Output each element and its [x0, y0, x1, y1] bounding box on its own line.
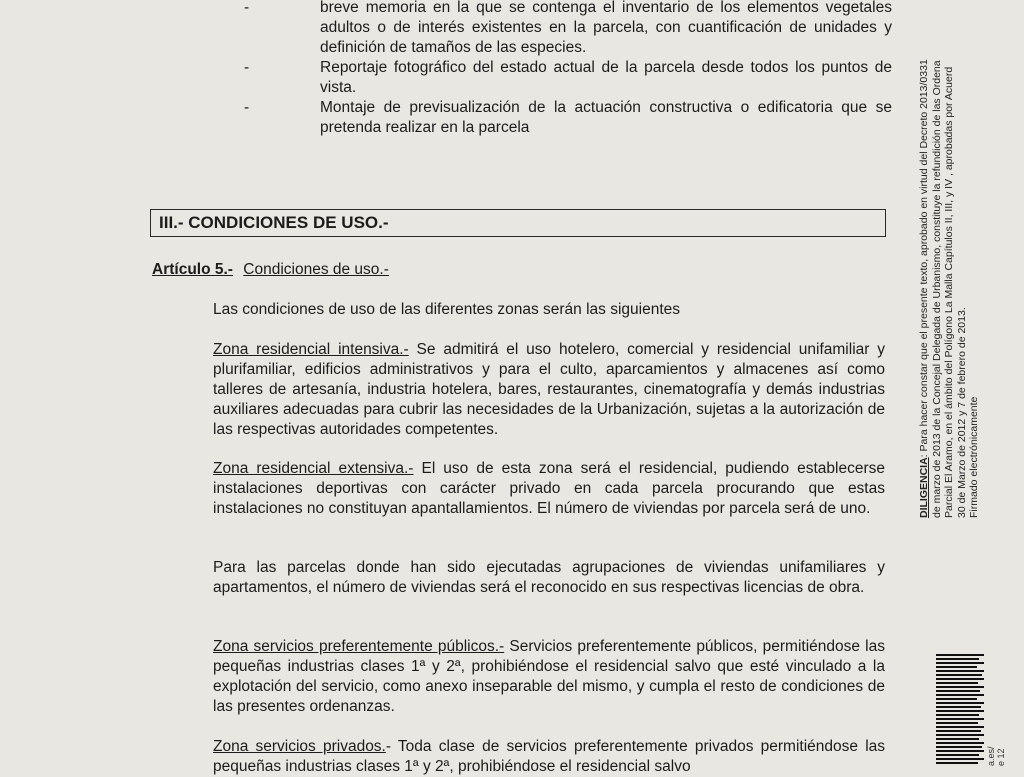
diligencia-text: : Para hacer constar que el presente texto, aprobado en virtud del Decreto 2013/0331	[918, 59, 930, 458]
paragraph-intro: Las condiciones de uso de las diferentes zonas serán las siguientes	[213, 301, 681, 318]
article-title: Condiciones de uso.-	[243, 261, 389, 278]
paragraph-extensiva	[213, 459, 885, 519]
bullet-dash: -	[244, 99, 250, 116]
diligencia-note	[918, 0, 981, 518]
diligencia-line: Parcial El Aramo, en el ámbito del Polígono La Malla Capítulos II, III, y IV , aprobadas por Acuerd	[943, 66, 955, 518]
bullet-text: Montaje de previsualización de la actuación constructiva o edificatoria que se pretenda realizar en la parcela	[320, 99, 892, 136]
list-item	[240, 0, 892, 58]
zone-label: Zona servicios preferentemente públicos.-	[213, 638, 505, 655]
diligencia-line: 30 de Marzo de 2012 y 7 de febrero de 2013.	[955, 307, 968, 518]
zone-text: - Toda clase de servicios preferentemente privados permitiéndose las pequeñas industrias clases 1ª y 2ª, prohibiéndose el residencial salvo	[213, 738, 886, 775]
edge-text: a.es/	[986, 746, 996, 766]
list-item	[240, 58, 892, 98]
zone-text: Se admitirá el uso hotelero, comercial y residencial unifamiliar y plurifamiliar, edificios administrativos y para el culto, aparcamientos y almacenes así como talleres de artesanía, industria hotelera, bares, restaurantes, cinematografía y demás industrias auxiliares adecuadas para cubrir las necesidades de la Urbanización, sujetas a la autorización de las respectivas autoridades competentes.	[213, 341, 885, 438]
section-heading: III.- CONDICIONES DE USO.-	[150, 209, 886, 237]
zone-label: Zona residencial extensiva.-	[213, 460, 414, 477]
diligencia-line: Firmado electrónicamente	[968, 396, 980, 518]
article-heading	[152, 261, 389, 279]
zone-text: Servicios preferentemente públicos, permitiéndose las pequeñas industrias clases 1ª y 2ª, prohibiéndose el residencial salvo que esté vinculado a la explotación del servicio, como anexo inseparable del mismo, y cumpla el resto de condiciones de las presentes ordenanzas.	[213, 638, 885, 715]
paragraph-publicos	[213, 637, 885, 717]
zone-label: Zona servicios privados.	[213, 738, 386, 755]
diligencia-label: DILIGENCIA	[918, 457, 930, 518]
edge-text: e 12	[996, 748, 1006, 766]
article-label: Artículo 5.-	[152, 261, 233, 278]
diligencia-line: de marzo de 2013 de la Concejal Delegada de Urbanismo, constituye la refundición de las Ordena	[930, 60, 943, 518]
zone-label: Zona residencial intensiva.-	[213, 341, 409, 358]
diligencia-line	[918, 0, 931, 518]
barcode-image	[936, 654, 984, 768]
paragraph-intensiva	[213, 340, 885, 440]
bullet-dash: -	[244, 59, 250, 76]
paragraph-agrupaciones: Para las parcelas donde han sido ejecutadas agrupaciones de viviendas unifamiliares y apartamentos, el número de viviendas será el reconocido en sus respectivas licencias de obra.	[213, 559, 885, 596]
list-item	[240, 98, 892, 138]
bullet-text: breve memoria en la que se contenga el inventario de los elementos vegetales adultos o de interés existentes en la parcela, con cuantificación de unidades y definición de tamaños de las especies.	[320, 0, 892, 56]
bullet-dash: -	[244, 0, 250, 16]
bullet-text: Reportaje fotográfico del estado actual de la parcela desde todos los puntos de vista.	[320, 59, 892, 96]
zone-text: El uso de esta zona será el residencial, pudiendo establecerse instalaciones deportivas con carácter privado en cada parcela procurando que estas instalaciones no constituyan apantallamientos. El número de viviendas por parcela será de uno.	[213, 460, 885, 517]
bullet-list	[240, 0, 892, 138]
paragraph-privados	[213, 737, 885, 777]
